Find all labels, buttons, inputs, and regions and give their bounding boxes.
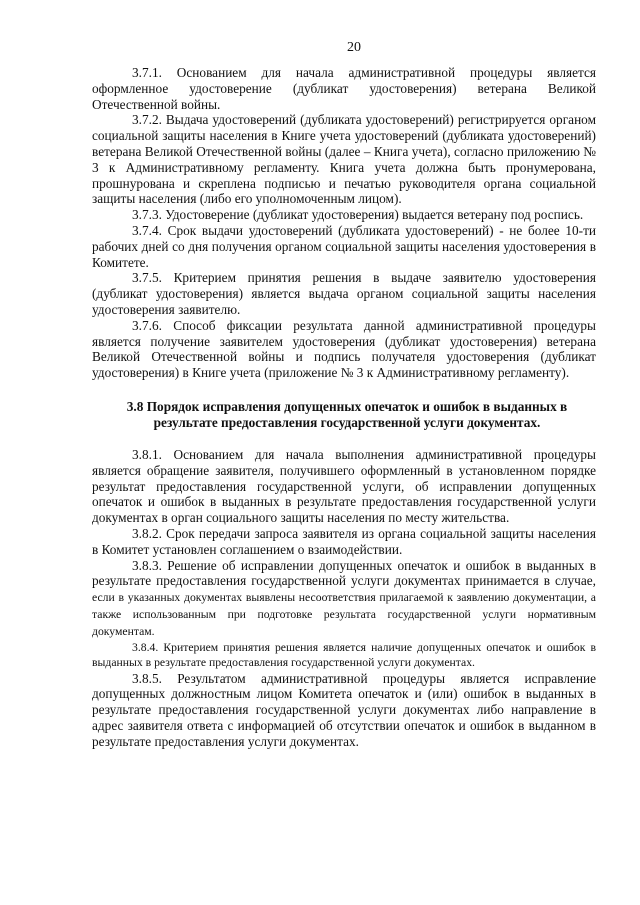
page-number: 20: [347, 40, 361, 55]
paragraph-3-8-3-start: 3.8.3. Решение об исправлении допущенных опечаток и ошибок в выданных в результате предоставления государственной услуги документах принимается в случае,: [92, 557, 596, 589]
paragraph-3-8-2: 3.8.2. Срок передачи запроса заявителя из органа социальной защиты населения в Комитет установлен соглашением о взаимодействии.: [92, 525, 596, 557]
paragraph-3-7-1: 3.7.1. Основанием для начала административной процедуры является оформленное удостоверение (дубликат удостоверения) ветерана Великой Отечественной войны.: [92, 65, 596, 112]
paragraph-3-8-3: [92, 558, 596, 640]
paragraph-3-8-3-end: если в указанных документах выявлены несоответствия прилагаемой к заявлению документации, а также использованным при подготовке результата государственной услуги нормативным документам.: [92, 591, 596, 638]
paragraph-3-7-3: 3.7.3. Удостоверение (дубликат удостоверения) выдается ветерану под роспись.: [132, 207, 584, 223]
paragraph-3-7-4: 3.7.4. Срок выдачи удостоверений (дубликата удостоверений) - не более 10-ти рабочих дней со дня получения органом социальной защиты населения удостоверения в Комитете.: [92, 222, 596, 270]
paragraph-3-8-4: 3.8.4. Критерием принятия решения является наличие допущенных опечаток и ошибок в выданных в результате предоставления государственной услуги документах.: [92, 640, 596, 670]
section-heading-3-8: 3.8 Порядок исправления допущенных опечаток и ошибок в выданных в результате предоставления государственной услуги документах.: [126, 398, 568, 430]
paragraph-3-8-5: 3.8.5. Результатом административной процедуры является исправление допущенных должностным лицом Комитета опечаток и (или) ошибок в выданных в результате предоставления государственной услуги документах либо направление в адрес заявителя ответа с информацией об отсутствии опечаток и ошибок в выданном в результате предоставления услуги документах.: [92, 670, 596, 749]
paragraph-3-7-6: 3.7.6. Способ фиксации результата данной административной процедуры является получение заявителем удостоверения (дубликат удостоверения) ветерана Великой Отечественной войны и подпись получателя удостоверения (дубликат удостоверения) в Книге учета (приложение № 3 к Административному регламенту).: [92, 317, 596, 381]
paragraph-3-7-5: 3.7.5. Критерием принятия решения в выдаче заявителю удостоверения (дубликат удостоверения) является выдача органом социальной защиты населения удостоверения заявителю.: [92, 270, 596, 317]
paragraph-3-8-1: 3.8.1. Основанием для начала выполнения административной процедуры является обращение заявителя, получившего оформленный в установленном порядке результат предоставления государственной услуги, об исправлении допущенных опечаток и ошибок в выданных в результате предоставления государственной услуги документах в орган социального защиты населения по месту жительства.: [92, 446, 596, 526]
paragraph-3-7-2: 3.7.2. Выдача удостоверений (дубликата удостоверений) регистрируется органом социальной защиты населения в Книге учета удостоверений (дубликата удостоверений) ветерана Великой Отечественной войны (далее – Книга учета), согласно приложению № 3 к Административному регламенту. Книга учета должна быть пронумерована, прошнурована и скреплена подписью и печатью руководителя органа социальной защиты населения (либо его уполномоченным лицом).: [92, 112, 596, 207]
